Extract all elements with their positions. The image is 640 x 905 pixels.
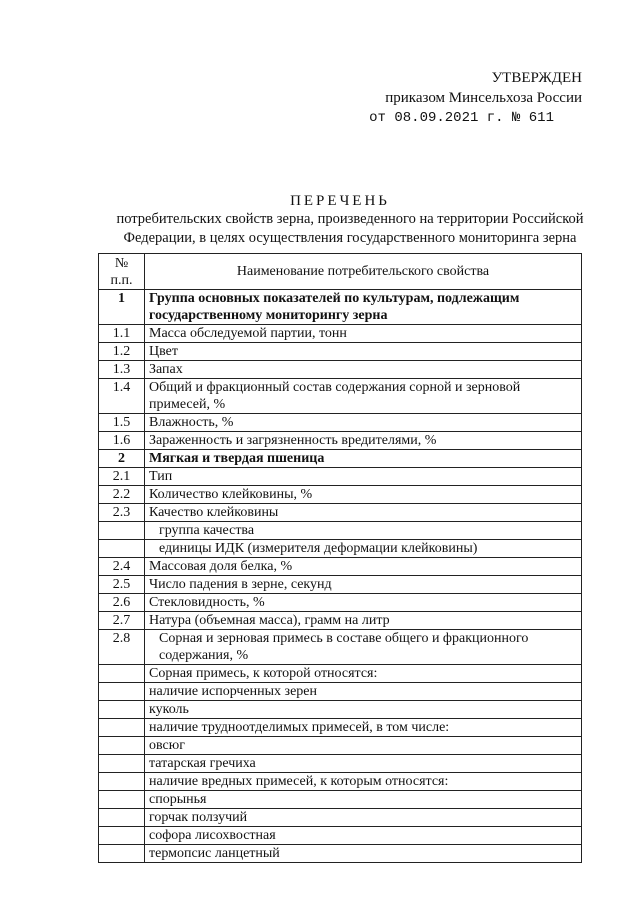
row-property-name: овсюг [145, 737, 582, 755]
row-number [99, 522, 145, 540]
row-number: 2.7 [99, 612, 145, 630]
row-property-name: горчак ползучий [145, 809, 582, 827]
table-row [99, 612, 582, 630]
row-property-name: Мягкая и твердая пшеница [145, 450, 582, 468]
row-property-name: Массовая доля белка, % [145, 558, 582, 576]
row-property-name: куколь [145, 701, 582, 719]
table-row [99, 343, 582, 361]
row-number: 2.8 [99, 630, 145, 665]
table-row [99, 773, 582, 791]
row-number: 1.2 [99, 343, 145, 361]
row-number [99, 755, 145, 773]
row-number: 1.6 [99, 432, 145, 450]
row-number: 1.4 [99, 379, 145, 414]
header-number [99, 254, 145, 290]
row-number [99, 827, 145, 845]
row-number: 1.5 [99, 414, 145, 432]
row-number: 2.6 [99, 594, 145, 612]
header-name: Наименование потребительского свойства [145, 254, 582, 290]
row-number: 2.4 [99, 558, 145, 576]
row-property-name: Натура (объемная масса), грамм на литр [145, 612, 582, 630]
row-number [99, 845, 145, 863]
row-property-name: Сорная примесь, к которой относятся: [145, 665, 582, 683]
header-number-symbol: № [114, 255, 129, 271]
row-property-name: группа качества [145, 522, 582, 540]
document-title: ПЕРЕЧЕНЬ [290, 193, 390, 209]
row-number [99, 683, 145, 701]
row-property-name: наличие трудноотделимых примесей, в том числе: [145, 719, 582, 737]
table-row [99, 522, 582, 540]
row-property-name: спорынья [145, 791, 582, 809]
row-property-name: Качество клейковины [145, 504, 582, 522]
approval-order: приказом Минсельхоза России [385, 90, 582, 106]
table-row [99, 450, 582, 468]
row-number: 2 [99, 450, 145, 468]
table-row [99, 504, 582, 522]
subtitle-line: потребительских свойств зерна, произведенного на территории Российской [116, 211, 584, 227]
document-subtitle [60, 210, 640, 248]
table-row [99, 414, 582, 432]
row-property-name: Общий и фракционный состав содержания сорной и зерновой примесей, % [145, 379, 582, 414]
table-row [99, 809, 582, 827]
row-property-name: татарская гречиха [145, 755, 582, 773]
row-number [99, 719, 145, 737]
table-row [99, 540, 582, 558]
subtitle-line: Федерации, в целях осуществления государственного мониторинга зерна [123, 230, 577, 246]
table-row [99, 827, 582, 845]
row-number [99, 791, 145, 809]
row-property-name: Число падения в зерне, секунд [145, 576, 582, 594]
row-property-name: Запах [145, 361, 582, 379]
row-property-name: Масса обследуемой партии, тонн [145, 325, 582, 343]
row-number: 2.2 [99, 486, 145, 504]
row-property-name: софора лисохвостная [145, 827, 582, 845]
table-row [99, 468, 582, 486]
row-number: 1.1 [99, 325, 145, 343]
row-number: 1 [99, 290, 145, 325]
row-property-name: термопсис ланцетный [145, 845, 582, 863]
table-row [99, 361, 582, 379]
table-row [99, 486, 582, 504]
table-row [99, 325, 582, 343]
table-row [99, 845, 582, 863]
table-row [99, 630, 582, 665]
table-row [99, 737, 582, 755]
row-number [99, 809, 145, 827]
row-number: 1.3 [99, 361, 145, 379]
row-property-name: Количество клейковины, % [145, 486, 582, 504]
approval-date: от 08.09.2021 г. № 611 [369, 110, 554, 126]
table-row [99, 558, 582, 576]
row-property-name: наличие испорченных зерен [145, 683, 582, 701]
row-property-name: Стекловидность, % [145, 594, 582, 612]
approval-stamp [369, 68, 582, 128]
row-number [99, 737, 145, 755]
row-property-name: Тип [145, 468, 582, 486]
row-property-name: Зараженность и загрязненность вредителями, % [145, 432, 582, 450]
row-number [99, 701, 145, 719]
row-number: 2.5 [99, 576, 145, 594]
approval-heading: УТВЕРЖДЕН [491, 70, 582, 86]
properties-table [98, 253, 582, 863]
table-row [99, 594, 582, 612]
table-row [99, 665, 582, 683]
row-property-name: Сорная и зерновая примесь в составе общего и фракционного содержания, % [145, 630, 582, 665]
row-property-name: Цвет [145, 343, 582, 361]
row-property-name: Группа основных показателей по культурам, подлежащим государственному мониторингу зерна [145, 290, 582, 325]
row-number [99, 540, 145, 558]
table-header-row [99, 254, 582, 290]
header-number-abbr: п.п. [110, 272, 133, 288]
table-row [99, 432, 582, 450]
table-row [99, 290, 582, 325]
row-number [99, 665, 145, 683]
table-row [99, 755, 582, 773]
row-property-name: единицы ИДК (измерителя деформации клейковины) [145, 540, 582, 558]
table-row [99, 719, 582, 737]
row-number: 2.3 [99, 504, 145, 522]
table-row [99, 379, 582, 414]
row-property-name: наличие вредных примесей, к которым относятся: [145, 773, 582, 791]
table-row [99, 576, 582, 594]
row-number [99, 773, 145, 791]
table-row [99, 683, 582, 701]
table-row [99, 791, 582, 809]
table-row [99, 701, 582, 719]
row-property-name: Влажность, % [145, 414, 582, 432]
row-number: 2.1 [99, 468, 145, 486]
